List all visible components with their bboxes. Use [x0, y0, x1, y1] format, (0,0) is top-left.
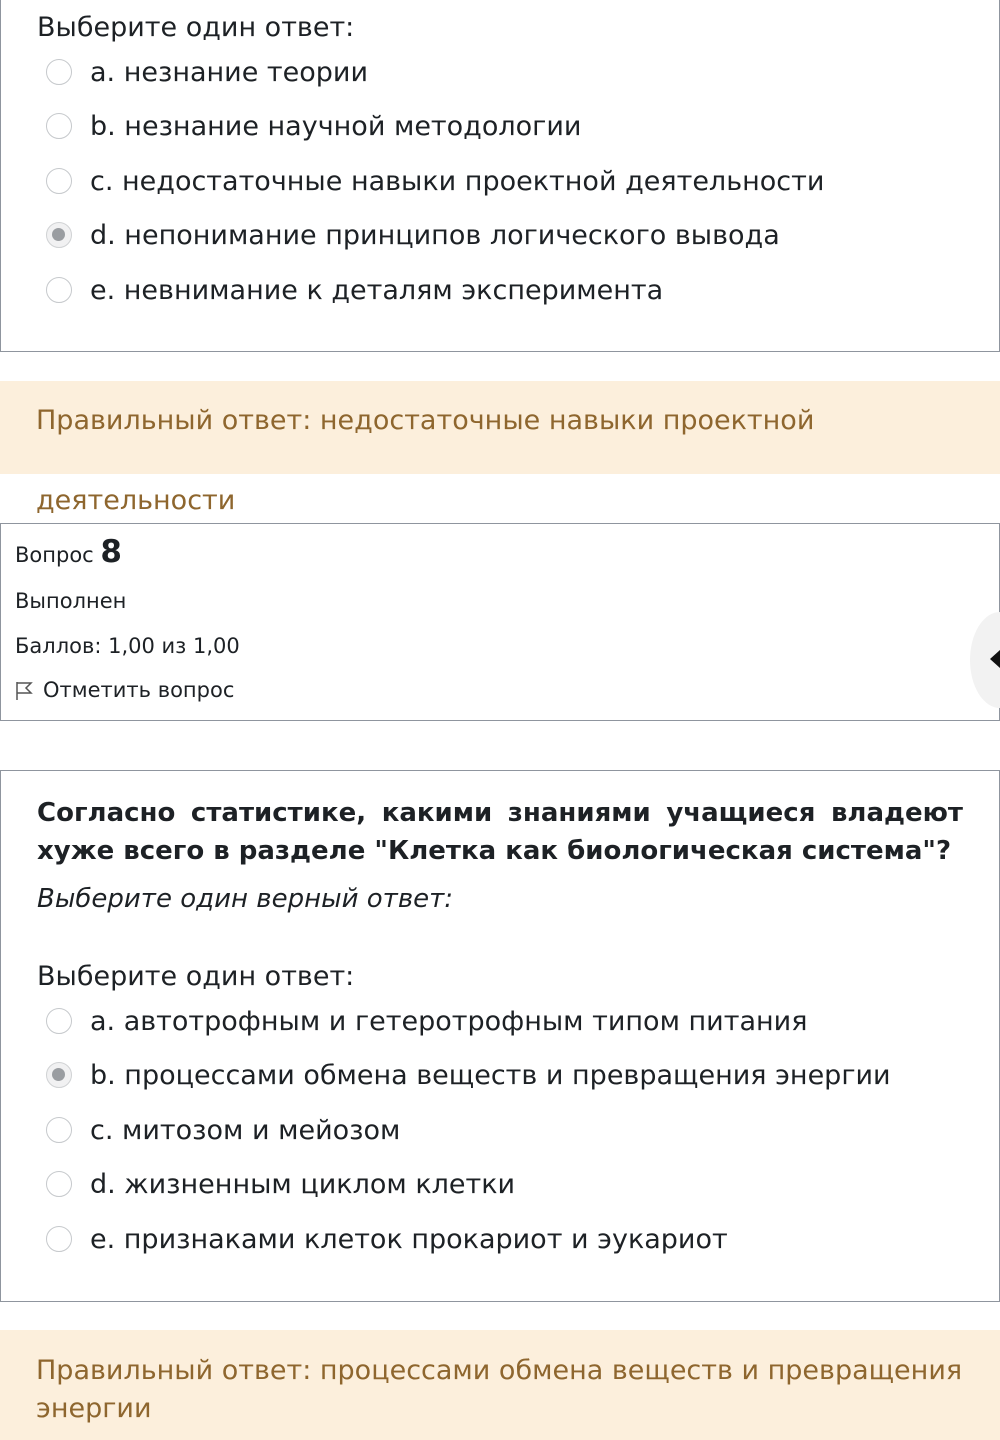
q8-option-a-label[interactable]: a. автотрофным и гетеротрофным типом питания	[90, 1005, 808, 1037]
q7-correct-answer-feedback: Правильный ответ: недостаточные навыки проектной деятельности	[0, 381, 1000, 474]
q7-option-e-label[interactable]: e. невнимание к деталям эксперимента	[90, 274, 664, 306]
q7-option-e[interactable]	[46, 273, 663, 307]
q7-option-c-radio[interactable]	[46, 168, 72, 194]
flag-icon[interactable]	[15, 681, 33, 701]
q7-option-d-label[interactable]: d. непонимание принципов логического вывода	[90, 219, 780, 251]
q8-correct-answer-feedback: Правильный ответ: процессами обмена веществ и превращения энергии	[0, 1330, 1000, 1440]
q7-option-a-label[interactable]: a. незнание теории	[90, 56, 369, 88]
q7-option-d[interactable]	[46, 218, 780, 252]
question-grade: Баллов: 1,00 из 1,00	[15, 634, 240, 658]
q8-option-c-radio[interactable]	[46, 1117, 72, 1143]
question-number-label: Вопрос	[15, 543, 94, 567]
question-8-text: Согласно статистике, какими знаниями учащиеся владеют хуже всего в разделе "Клетка как биологическая система"?	[37, 798, 963, 866]
q8-option-e-label[interactable]: e. признаками клеток прокариот и эукариот	[90, 1223, 728, 1255]
q8-option-a-radio[interactable]	[46, 1008, 72, 1034]
q8-answer-prompt: Выберите один ответ:	[37, 961, 355, 992]
question-8-instruction: Выберите один верный ответ:	[37, 884, 454, 914]
q7-option-a[interactable]	[46, 55, 368, 89]
q7-option-e-radio[interactable]	[46, 277, 72, 303]
question-number	[15, 534, 122, 570]
q8-option-d-label[interactable]: d. жизненным циклом клетки	[90, 1168, 516, 1200]
q8-option-d-radio[interactable]	[46, 1171, 72, 1197]
q8-option-b[interactable]	[46, 1058, 891, 1092]
q7-option-b-radio[interactable]	[46, 113, 72, 139]
flag-question-label[interactable]: Отметить вопрос	[43, 678, 235, 702]
q7-option-b-label[interactable]: b. незнание научной методологии	[90, 110, 582, 142]
q8-option-b-radio[interactable]	[46, 1062, 72, 1088]
q7-option-d-radio[interactable]	[46, 222, 72, 248]
q7-option-c[interactable]	[46, 164, 824, 198]
chevron-left-icon[interactable]	[990, 650, 1000, 668]
q8-option-e[interactable]	[46, 1222, 728, 1256]
question-state: Выполнен	[15, 589, 127, 613]
q8-option-c-label[interactable]: c. митозом и мейозом	[90, 1114, 401, 1146]
question-number-value: 8	[100, 534, 122, 570]
q7-answer-prompt: Выберите один ответ:	[37, 12, 355, 43]
q8-option-c[interactable]	[46, 1113, 400, 1147]
q7-option-a-radio[interactable]	[46, 59, 72, 85]
q7-option-c-label[interactable]: c. недостаточные навыки проектной деятельности	[90, 165, 825, 197]
q8-option-a[interactable]	[46, 1004, 807, 1038]
q8-option-e-radio[interactable]	[46, 1226, 72, 1252]
q8-option-b-label[interactable]: b. процессами обмена веществ и превращения энергии	[90, 1059, 891, 1091]
q8-option-d[interactable]	[46, 1167, 515, 1201]
q7-option-b[interactable]	[46, 109, 581, 143]
flag-question-link[interactable]	[15, 678, 234, 702]
